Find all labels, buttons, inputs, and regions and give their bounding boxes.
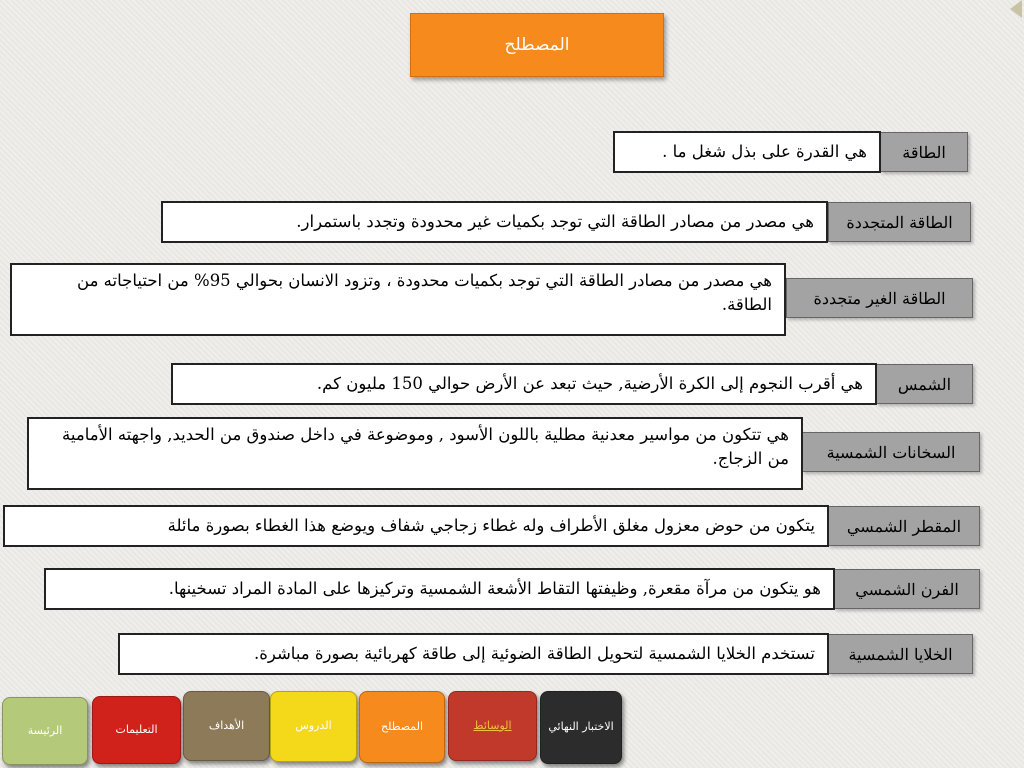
nav-final-exam-button[interactable]: الاختبار النهائي xyxy=(540,691,622,764)
nav-instructions-button[interactable]: التعليمات xyxy=(92,696,181,764)
definition-solar-cells: تستخدم الخلايا الشمسية لتحويل الطاقة الضوئية إلى طاقة كهربائية بصورة مباشرة. xyxy=(118,633,829,675)
nav-terminology-button[interactable]: المصطلح xyxy=(359,691,445,763)
term-solar-still: المقطر الشمسي xyxy=(828,506,980,546)
nav-home-button[interactable]: الرئيسة xyxy=(2,697,88,765)
term-energy: الطاقة xyxy=(880,132,968,172)
definition-solar-oven: هو يتكون من مرآة مقعرة, وظيفتها التقاط الأشعة الشمسية وتركيزها على المادة المراد تسخينها. xyxy=(44,568,835,610)
definition-sun: هي أقرب النجوم إلى الكرة الأرضية, حيث تبعد عن الأرض حوالي 150 مليون كم. xyxy=(171,363,877,405)
page-title: المصطلح xyxy=(410,13,664,77)
definition-solar-heaters: هي تتكون من مواسير معدنية مطلية باللون الأسود , وموضوعة في داخل صندوق من الحديد, واجهته الأمامية من الزجاج. xyxy=(27,417,803,490)
nav-media-label: الوسائط xyxy=(473,718,512,732)
term-solar-cells: الخلايا الشمسية xyxy=(828,634,973,674)
term-renewable-energy: الطاقة المتجددة xyxy=(828,202,971,242)
corner-triangle-icon xyxy=(1010,0,1022,18)
term-sun: الشمس xyxy=(876,364,973,404)
definition-nonrenewable-energy: هي مصدر من مصادر الطاقة التي توجد بكميات محدودة ، وتزود الانسان بحوالي 95% من احتياجاته من الطاقة. xyxy=(10,263,786,336)
definition-renewable-energy: هي مصدر من مصادر الطاقة التي توجد بكميات غير محدودة وتجدد باستمرار. xyxy=(161,201,828,243)
nav-lessons-button[interactable]: الدروس xyxy=(270,691,357,762)
term-solar-oven: الفرن الشمسي xyxy=(834,569,980,609)
term-solar-heaters: السخانات الشمسية xyxy=(802,432,980,472)
nav-objectives-button[interactable]: الأهداف xyxy=(183,691,270,761)
term-nonrenewable-energy: الطاقة الغير متجددة xyxy=(786,278,973,318)
definition-energy: هي القدرة على بذل شغل ما . xyxy=(613,131,881,173)
bottom-navigation xyxy=(0,690,1024,768)
nav-media-button[interactable] xyxy=(448,691,537,761)
definition-solar-still: يتكون من حوض معزول مغلق الأطراف وله غطاء زجاجي شفاف ويوضع هذا الغطاء بصورة مائلة xyxy=(3,505,829,547)
